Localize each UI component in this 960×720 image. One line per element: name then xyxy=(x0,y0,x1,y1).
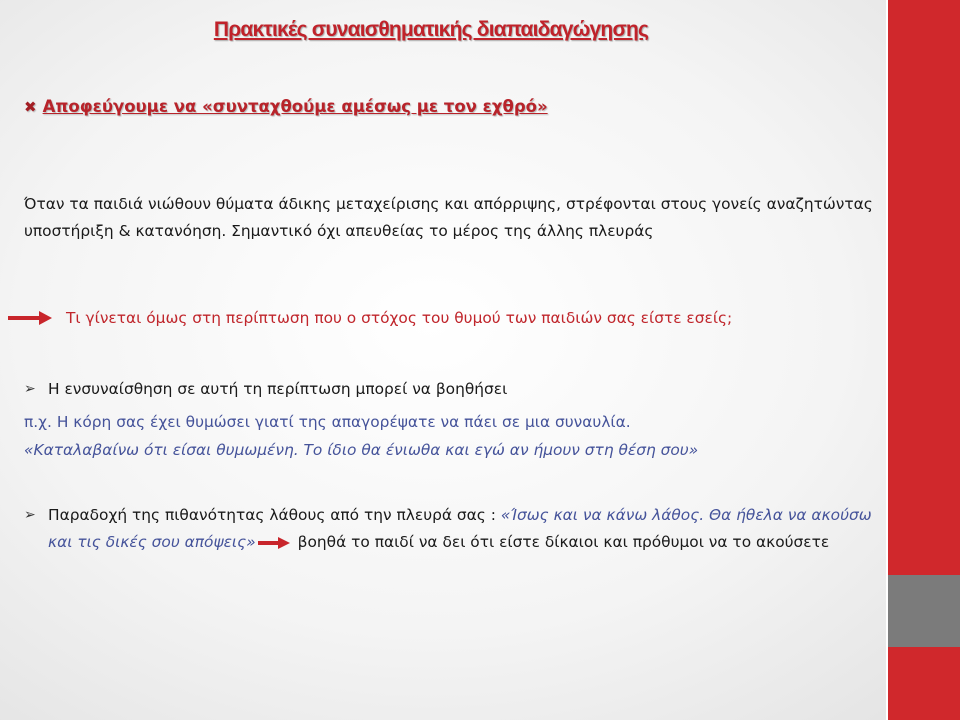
bullet-admit-lead: Παραδοχή της πιθανότητας λάθους από την πλευρά σας : xyxy=(48,506,501,524)
bullet-admit-quote: «Ίσως και να κάνω λάθος. Θα ήθελα να ακούσω και τις δικές σου απόψεις» xyxy=(48,506,872,551)
subheading-text: Αποφεύγουμε να «συνταχθούμε αμέσως με τον εχθρό» xyxy=(42,97,548,116)
side-bar-divider xyxy=(886,0,888,720)
arrow-bullet-icon: ➢ xyxy=(24,507,36,523)
side-bar-red-bottom xyxy=(888,647,960,720)
arrow-bullet-icon: ➢ xyxy=(24,381,36,397)
side-bar-gray xyxy=(888,575,960,647)
example-line-1: π.χ. Η κόρη σας έχει θυμώσει γιατί της απαγορέψατε να πάει σε μια συναυλία. xyxy=(24,413,631,431)
side-bar-red-top xyxy=(888,0,960,575)
bullet-empathy xyxy=(24,376,874,403)
bullet-empathy-text: Η ενσυναίσθηση σε αυτή τη περίπτωση μπορεί να βοηθήσει xyxy=(48,380,508,398)
question-row xyxy=(8,307,732,327)
bullet-admit-tail: βοηθά το παιδί να δει ότι είστε δίκαιοι και πρόθυμοι να το ακούσετε xyxy=(297,533,830,551)
question-text: Τι γίνεται όμως στη περίπτωση που ο στόχος του θυμού των παιδιών σας είστε εσείς; xyxy=(66,308,733,327)
subheading xyxy=(24,97,548,116)
bullet-admit-mistake xyxy=(24,502,874,556)
intro-paragraph: Όταν τα παιδιά νιώθουν θύματα άδικης μεταχείρισης και απόρριψης, στρέφονται στους γονείς αναζητώντας υποστήριξη & κατανόηση. Σημαντικό όχι απευθείας το μέρος της άλλης πλευράς xyxy=(24,195,873,240)
slide-title: Πρακτικές συναισθηματικής διαπαιδαγώγησης xyxy=(213,18,649,41)
example-line-2: «Καταλαβαίνω ότι είσαι θυμωμένη. Το ίδιο θα ένιωθα και εγώ αν ήμουν στη θέση σου» xyxy=(24,441,699,459)
right-arrow-icon xyxy=(8,311,52,325)
right-arrow-icon xyxy=(258,537,290,549)
x-mark-icon: ✖ xyxy=(24,98,37,116)
